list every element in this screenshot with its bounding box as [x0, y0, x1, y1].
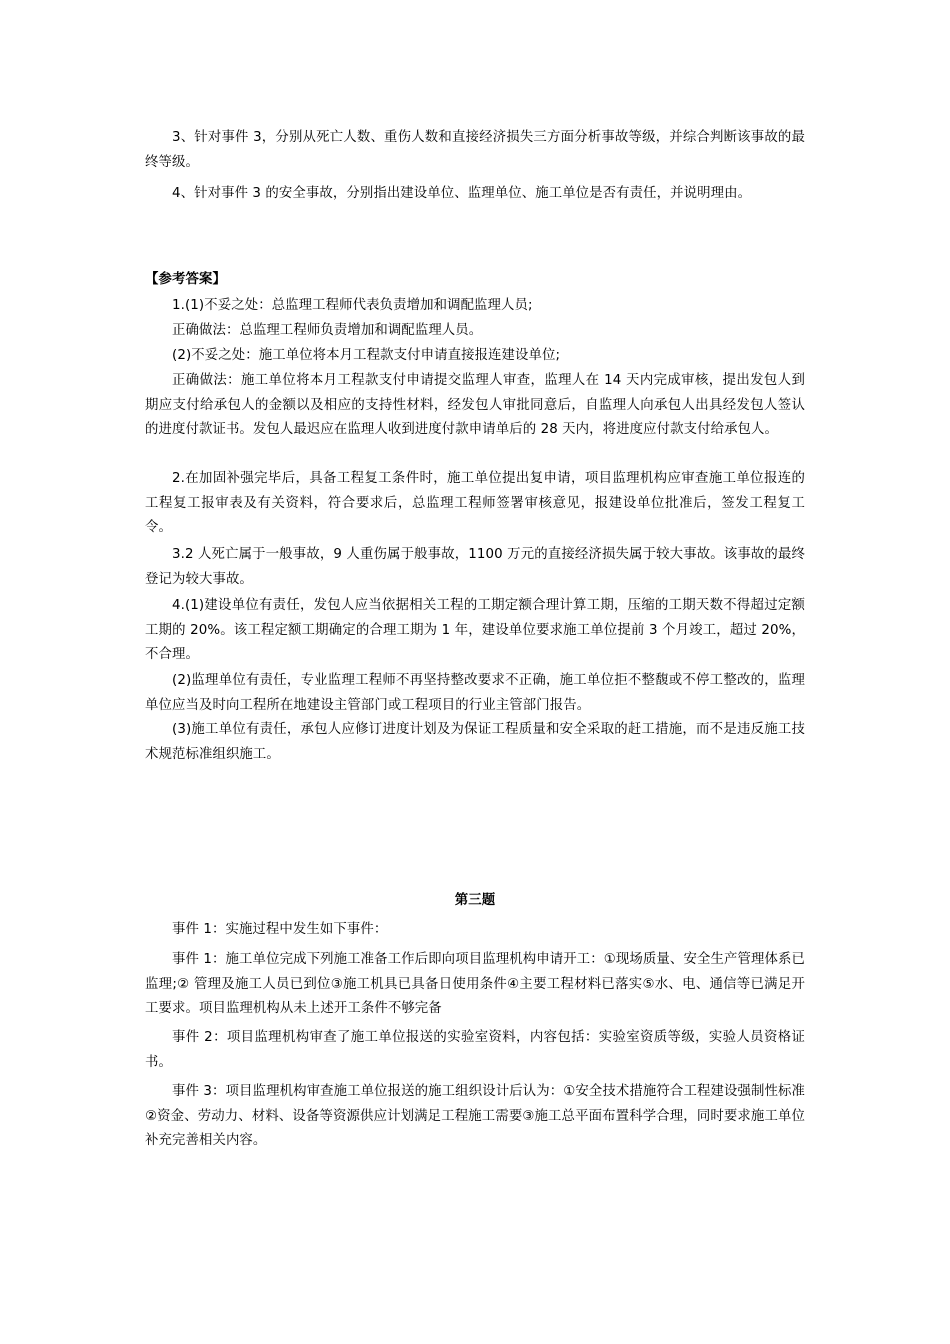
- answer-heading: 【参考答案】: [145, 272, 226, 287]
- answer-4-3: (3)施工单位有责任，承包人应修订进度计划及为保证工程质量和安全采取的赶工措施，而不是违反施工技术规范标准组织施工。: [145, 722, 805, 762]
- answer-1-3: (2)不妥之处：施工单位将本月工程款支付申请直接报连建设单位;: [172, 348, 561, 363]
- answer-3: 3.2 人死亡属于一般事故，9 人重伤属于般事故，1100 万元的直接经济损失属于较大事故。该事故的最终登记为较大事故。: [145, 547, 805, 587]
- event-3: 事件 3：项目监理机构审查施工单位报送的施工组织设计后认为：①安全技术措施符合工程建设强制性标准②资金、劳动力、材料、设备等资源供应计划满足工程施工需要③施工总平面布置科学合理，同时要求施工单位补充完善相关内容。: [145, 1084, 805, 1148]
- answer-1-4: 正确做法：施工单位将本月工程款支付申请提交监理人审查，监理人在 14 天内完成审核，提出发包人到期应支付给承包人的金额以及相应的支持性材料，经发包人审批同意后，自监理人向承包人出具经发包人签认的进度付款证书。发包人最迟应在监理人收到进度付款申请单后的 28 天内，将进度应付款支付给承包人。: [145, 373, 805, 437]
- question-3: 3、针对事件 3，分别从死亡人数、重伤人数和直接经济损失三方面分析事故等级，并综合判断该事故的最终等级。: [145, 130, 805, 170]
- answer-4-2: (2)监理单位有责任，专业监理工程师不再坚持整改要求不正确，施工单位拒不整馥或不停工整改的，监理单位应当及时向工程所在地建设主管部门或工程项目的行业主管部门报告。: [145, 673, 805, 713]
- answer-2: 2.在加固补强完毕后，具备工程复工条件时，施工单位提出复申请，项目监理机构应审查施工单位报连的工程复工报审表及有关资料，符合要求后，总监理工程师签署审核意见，报建设单位批准后，签发工程复工令。: [145, 471, 805, 535]
- event-2: 事件 2：项目监理机构审查了施工单位报送的实验室资料，内容包括：实验室资质等级，实验人员资格证书。: [145, 1030, 805, 1070]
- question-4: 4、针对事件 3 的安全事故，分别指出建设单位、监理单位、施工单位是否有责任，并说明理由。: [172, 186, 752, 201]
- answer-1-2: 正确做法：总监理工程师负责增加和调配监理人员。: [172, 323, 483, 338]
- answer-4-1: 4.(1)建设单位有责任，发包人应当依据相关工程的工期定额合理计算工期，压缩的工期天数不得超过定额工期的 20%。该工程定额工期确定的合理工期为 1 年，建设单位要求施工单位提前 3 个月竣工，超过 20%，不合理。: [145, 598, 805, 662]
- answer-1-1: 1.(1)不妥之处：总监理工程师代表负责增加和调配监理人员;: [172, 298, 533, 313]
- section-title: 第三题: [454, 893, 496, 908]
- event-intro: 事件 1：实施过程中发生如下事件：: [172, 922, 388, 937]
- event-1: 事件 1：施工单位完成下列施工准备工作后即向项目监理机构申请开工：①现场质量、安全生产管理体系已监理;② 管理及施工人员已到位③施工机具已具备日使用条件④主要工程材料已落实⑤水、电、通信等已满足开工要求。项目监理机构从未上述开工条件不够完备: [145, 952, 805, 1016]
